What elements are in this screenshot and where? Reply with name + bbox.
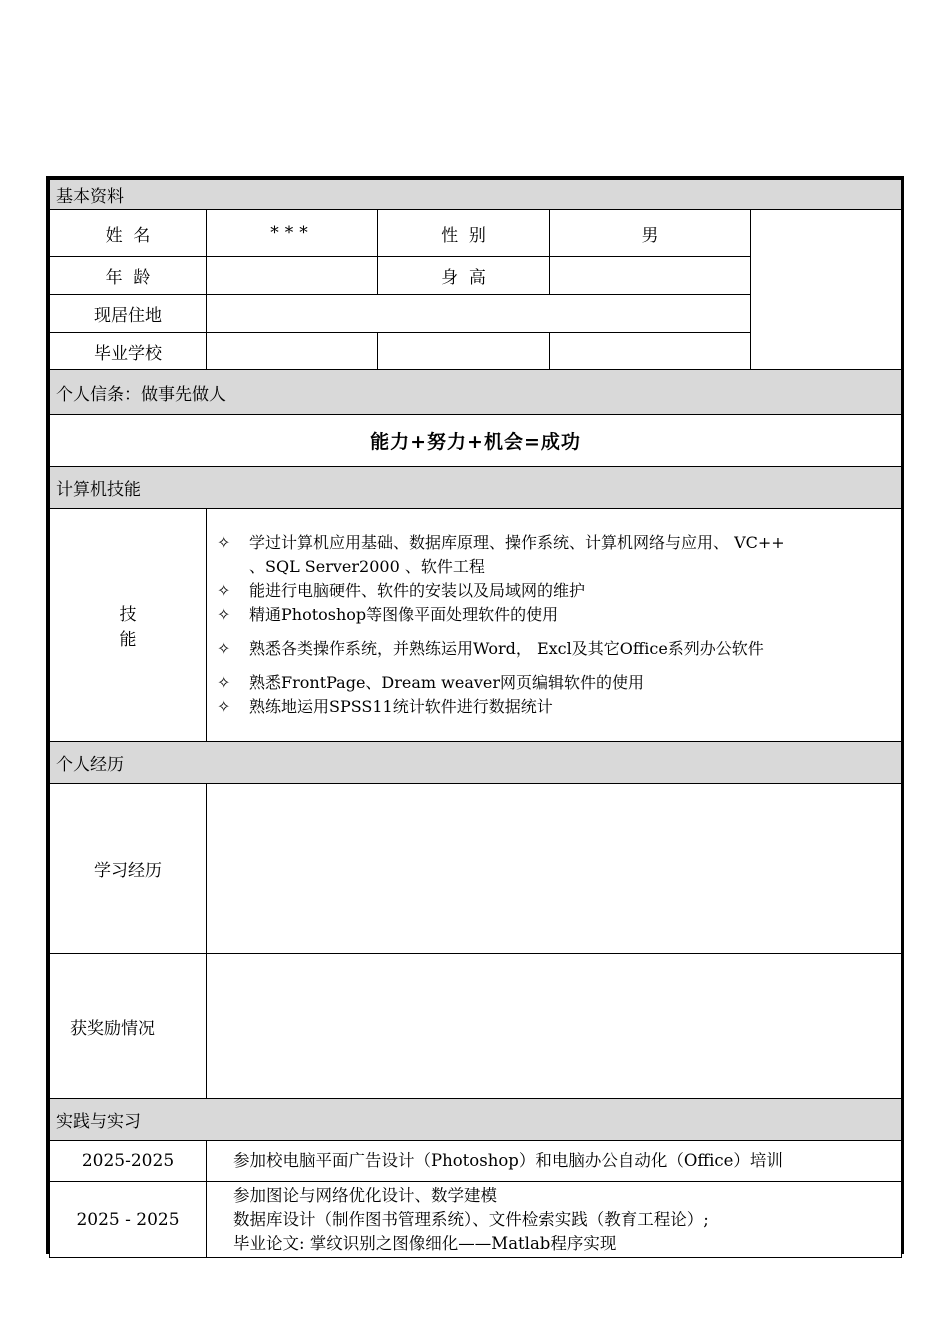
- bullet-icon: ✧: [217, 697, 231, 716]
- resume-table: [46, 176, 904, 1254]
- age-value[interactable]: [207, 257, 378, 295]
- section-basic-info: 基本资料: [50, 180, 902, 210]
- school-label: 毕业学校: [50, 333, 207, 370]
- section-computer-skills: 计算机技能: [50, 467, 902, 509]
- bullet-icon: ✧: [217, 605, 231, 624]
- bullet-icon: ✧: [217, 533, 231, 552]
- skills-side-label-2: 能: [119, 630, 137, 650]
- awards-content[interactable]: [207, 954, 902, 1099]
- skill-item: ✧ 熟悉各类操作系统，并熟练运用Word， Excl及其它Office系列办公软件: [217, 637, 897, 661]
- gender-label: 性 别: [378, 210, 550, 257]
- motto-label: 个人信条：做事先做人: [50, 370, 902, 415]
- resume-grid: [49, 179, 902, 1258]
- practice-period: 2025 - 2025: [50, 1182, 207, 1258]
- school-value-1[interactable]: [207, 333, 378, 370]
- skill-item: ✧ 学过计算机应用基础、数据库原理、操作系统、计算机网络与应用、 VC++: [217, 531, 897, 555]
- skills-side-label: [50, 509, 207, 742]
- height-value[interactable]: [550, 257, 751, 295]
- study-history-content[interactable]: [207, 784, 902, 954]
- skill-item: ✧ 熟悉FrontPage、Dream weaver网页编辑软件的使用: [217, 671, 897, 695]
- practice-description: 参加图论与网络优化设计、数学建模 数据库设计（制作图书管理系统）、文件检索实践（教育工程论）; 毕业论文: 掌纹识别之图像细化——Matlab程序实现: [207, 1182, 902, 1258]
- skill-item: ✧ 能进行电脑硬件、软件的安装以及局域网的维护: [217, 579, 897, 603]
- age-label: 年 龄: [50, 257, 207, 295]
- school-value-3[interactable]: [550, 333, 751, 370]
- address-label: 现居住地: [50, 295, 207, 333]
- photo-box[interactable]: [751, 210, 902, 370]
- name-label: 姓 名: [50, 210, 207, 257]
- bullet-icon: ✧: [217, 673, 231, 692]
- height-label: 身 高: [378, 257, 550, 295]
- school-value-2[interactable]: [378, 333, 550, 370]
- name-value[interactable]: ***: [207, 210, 378, 257]
- skills-side-label-1: 技: [119, 605, 137, 625]
- skill-item: ✧ 精通Photoshop等图像平面处理软件的使用: [217, 603, 897, 627]
- address-value[interactable]: [207, 295, 751, 333]
- section-practice: 实践与实习: [50, 1099, 902, 1141]
- practice-period: 2025-2025: [50, 1141, 207, 1182]
- bullet-icon: ✧: [217, 639, 231, 658]
- skill-item: ✧ 熟练地运用SPSS11统计软件进行数据统计: [217, 695, 897, 719]
- awards-label: 获奖励情况: [50, 954, 207, 1099]
- skill-item-continued: 、SQL Server2000 、软件工程: [249, 557, 485, 576]
- gender-value[interactable]: 男: [550, 210, 751, 257]
- practice-description: 参加校电脑平面广告设计（Photoshop）和电脑办公自动化（Office）培训: [207, 1141, 902, 1182]
- study-history-label: 学习经历: [50, 784, 207, 954]
- skills-list: [207, 509, 902, 742]
- bullet-icon: ✧: [217, 581, 231, 600]
- motto-text: 能力+努力+机会=成功: [50, 415, 902, 467]
- section-experience: 个人经历: [50, 742, 902, 784]
